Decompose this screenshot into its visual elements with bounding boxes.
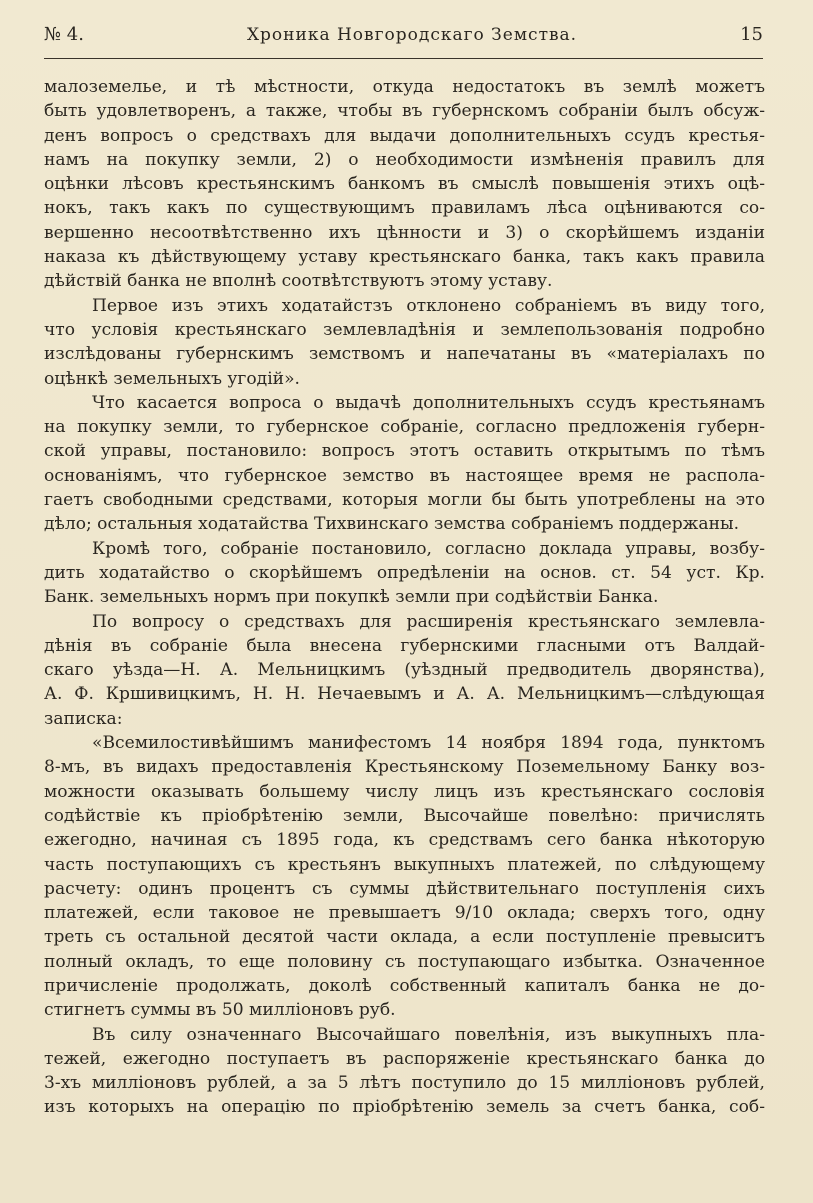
- text-line: быть удовлетворенъ, а также, чтобы въ губернскомъ собраніи былъ обсуж-: [44, 101, 765, 122]
- text-line: А. Ф. Кршивицкимъ, Н. Н. Нечаевымъ и А. А. Мельницкимъ—слѣдующая: [44, 684, 765, 705]
- text-line: содѣйствіе къ пріобрѣтенію земли, Высочайше повелѣно: причислять: [44, 805, 765, 826]
- text-line: дѣйствій банка не вполнѣ соотвѣтствуютъ этому уставу.: [44, 271, 553, 292]
- text-line: намъ на покупку земли, 2) о необходимости измѣненія правилъ для: [44, 149, 765, 170]
- text-line: Въ силу означеннаго Высочайшаго повелѣнія, изъ выкупныхъ пла-: [92, 1024, 765, 1045]
- text-line: Первое изъ этихъ ходатайстзъ отклонено собраніемъ въ виду того,: [92, 295, 765, 316]
- header-rule: [44, 58, 763, 59]
- text-line: ской управы, постановило: вопросъ этотъ оставить открытымъ по тѣмъ: [44, 441, 765, 462]
- text-line: можности оказывать большему числу лицъ изъ крестьянскаго сословія: [44, 781, 765, 802]
- text-line: Банк. земельныхъ нормъ при покупкѣ земли при содѣйствіи Банка.: [44, 587, 659, 608]
- text-line: вершенно несоотвѣтственно ихъ цѣнности и 3) о скорѣйшемъ изданіи: [44, 222, 765, 243]
- text-line: треть съ остальной десятой части оклада, а если поступленіе превыситъ: [44, 927, 765, 948]
- issue-number: № 4.: [44, 24, 84, 45]
- text-line: гаетъ свободными средствами, которыя могли бы быть употреблены на это: [44, 490, 765, 511]
- text-line: на покупку земли, то губернское собраніе, согласно предложенія губерн-: [44, 417, 765, 438]
- text-line: оцѣнки лѣсовъ крестьянскимъ банкомъ въ смыслѣ повышенія этихъ оцѣ-: [44, 174, 765, 195]
- text-line: изъ которыхъ на операцію по пріобрѣтенію земель за счетъ банка, соб-: [44, 1097, 765, 1118]
- text-line: Кромѣ того, собраніе постановило, согласно доклада управы, возбу-: [92, 538, 765, 559]
- running-header: [44, 24, 763, 58]
- text-line: причисленіе продолжать, доколѣ собственный капиталъ банка не до-: [44, 975, 765, 996]
- text-line: изслѣдованы губернскимъ земствомъ и напечатаны въ «матеріалахъ по: [44, 344, 765, 365]
- text-line: 8-мъ, въ видахъ предоставленія Крестьянскому Поземельному Банку воз-: [44, 757, 765, 778]
- text-line: По вопросу о средствахъ для расширенія крестьянскаго землевла-: [92, 611, 765, 632]
- text-line: дѣло; остальныя ходатайства Тихвинскаго земства собраніемъ поддержаны.: [44, 514, 740, 535]
- text-line: скаго уѣзда—Н. А. Мельницкимъ (уѣздный предводитель дворянства),: [44, 660, 765, 681]
- text-line: платежей, если таковое не превышаетъ 9/10 оклада; сверхъ того, одну: [44, 903, 765, 924]
- text-line: наказа къ дѣйствующему уставу крестьянскаго банка, такъ какъ правила: [44, 247, 765, 268]
- page-number: 15: [740, 24, 763, 45]
- text-line: оцѣнкѣ земельныхъ угодій».: [44, 368, 300, 389]
- text-line: расчету: одинъ процентъ съ суммы дѣйствительнаго поступленія сихъ: [44, 878, 765, 899]
- text-line: 3-хъ милліоновъ рублей, а за 5 лѣтъ поступило до 15 милліоновъ рублей,: [44, 1073, 765, 1094]
- text-line: малоземелье, и тѣ мѣстности, откуда недостатокъ въ землѣ можетъ: [44, 77, 765, 97]
- text-line: дить ходатайство о скорѣйшемъ опредѣленіи на основ. ст. 54 уст. Кр.: [44, 562, 765, 583]
- text-line: полный окладъ, то еще половину съ поступающаго избытка. Означенное: [44, 951, 765, 972]
- text-line: Что касается вопроса о выдачѣ дополнительныхъ ссудъ крестьянамъ: [92, 392, 765, 413]
- text-line: стигнетъ суммы въ 50 милліоновъ руб.: [44, 1000, 396, 1021]
- page-title: Хроника Новгородскаго Земства.: [246, 25, 578, 45]
- text-line: «Всемилостивѣйшимъ манифестомъ 14 ноября 1894 года, пунктомъ: [92, 733, 765, 754]
- body-text: [44, 75, 765, 1120]
- text-line: нокъ, такъ какъ по существующимъ правиламъ лѣса оцѣниваются со-: [44, 198, 765, 219]
- text-line: что условія крестьянскаго землевладѣнія и землепользованія подробно: [44, 319, 765, 340]
- text-line: дѣнія въ собраніе была внесена губернскими гласными отъ Валдай-: [44, 635, 765, 656]
- text-line: ежегодно, начиная съ 1895 года, къ средствамъ сего банка нѣкоторую: [44, 830, 765, 851]
- text-line: часть поступающихъ съ крестьянъ выкупныхъ платежей, по слѣдующему: [44, 854, 765, 875]
- text-line: записка:: [44, 708, 123, 729]
- text-line: денъ вопросъ о средствахъ для выдачи дополнительныхъ ссудъ крестья-: [44, 125, 765, 146]
- text-line: тежей, ежегодно поступаетъ въ распоряженіе крестьянскаго банка до: [44, 1048, 765, 1069]
- text-line: основаніямъ, что губернское земство въ настоящее время не распола-: [44, 465, 765, 486]
